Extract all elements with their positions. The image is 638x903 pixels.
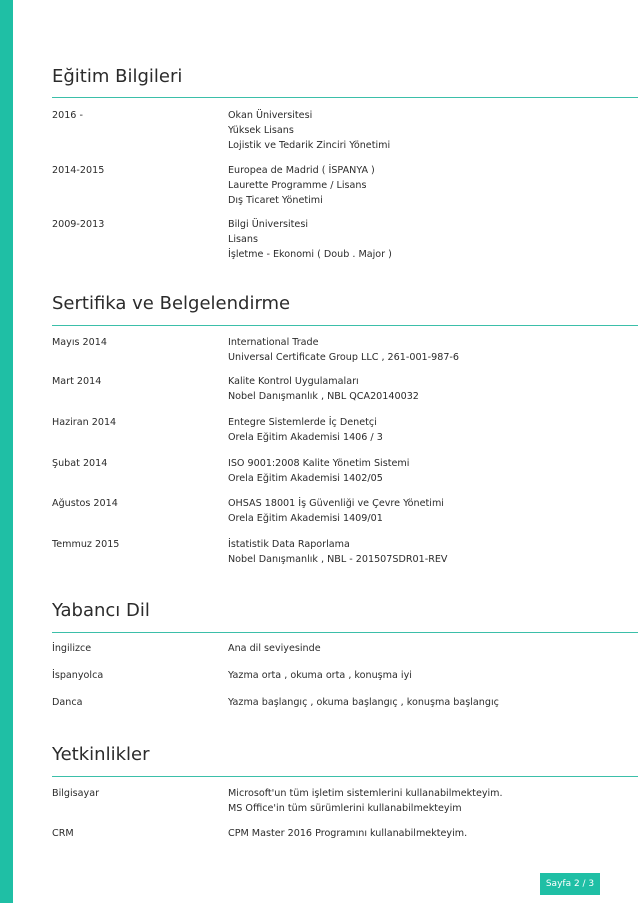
- certificates-title: Sertifika ve Belgelendirme: [52, 293, 291, 314]
- certificate-date: Temmuz 2015: [52, 539, 120, 550]
- detail-line: Bilgi Üniversitesi: [228, 219, 309, 230]
- education-date: 2009-2013: [52, 219, 105, 230]
- certificates-divider: [52, 325, 638, 326]
- certificate-detail: [228, 415, 608, 445]
- skills-title: Yetkinlikler: [52, 744, 150, 765]
- certificate-date: Ağustos 2014: [52, 498, 118, 509]
- detail-line: Nobel Danışmanlık , NBL QCA20140032: [228, 391, 419, 402]
- certificate-detail: [228, 496, 608, 526]
- education-divider: [52, 97, 638, 98]
- detail-line: Ana dil seviyesinde: [228, 643, 321, 654]
- detail-line: Laurette Programme / Lisans: [228, 180, 367, 191]
- page-number-badge: Sayfa 2 / 3: [540, 873, 600, 895]
- detail-line: Orela Eğitim Akademisi 1402/05: [228, 473, 383, 484]
- detail-line: Entegre Sistemlerde İç Denetçi: [228, 417, 377, 428]
- detail-line: International Trade: [228, 337, 319, 348]
- detail-line: İşletme - Ekonomi ( Doub . Major ): [228, 249, 392, 260]
- language-level: [228, 641, 608, 656]
- skill-detail: [228, 826, 608, 841]
- detail-line: Orela Eğitim Akademisi 1409/01: [228, 513, 383, 524]
- certificate-detail: [228, 335, 608, 365]
- detail-line: Yüksek Lisans: [228, 125, 294, 136]
- education-date: 2016 -: [52, 110, 83, 121]
- languages-section: [52, 597, 618, 708]
- education-detail: [228, 217, 608, 262]
- certificates-section: [52, 290, 618, 565]
- education-title: Eğitim Bilgileri: [52, 66, 183, 87]
- certificate-detail: [228, 374, 608, 404]
- detail-line: Universal Certificate Group LLC , 261-001-987-6: [228, 352, 459, 363]
- detail-line: Dış Ticaret Yönetimi: [228, 195, 323, 206]
- skills-divider: [52, 776, 638, 777]
- education-date: 2014-2015: [52, 165, 105, 176]
- certificate-detail: [228, 537, 608, 567]
- detail-line: Yazma başlangıç , okuma başlangıç , konuşma başlangıç: [228, 697, 499, 708]
- languages-title: Yabancı Dil: [52, 600, 150, 621]
- detail-line: CPM Master 2016 Programını kullanabilmekteyim.: [228, 828, 468, 839]
- language-name: Danca: [52, 697, 83, 708]
- skill-name: Bilgisayar: [52, 788, 100, 799]
- detail-line: Yazma orta , okuma orta , konuşma iyi: [228, 670, 412, 681]
- detail-line: Lisans: [228, 234, 258, 245]
- languages-divider: [52, 632, 638, 633]
- education-detail: [228, 108, 608, 153]
- detail-line: MS Office'in tüm sürümlerini kullanabilmekteyim: [228, 803, 462, 814]
- language-level: [228, 695, 608, 710]
- accent-side-bar: [0, 0, 13, 903]
- detail-line: Orela Eğitim Akademisi 1406 / 3: [228, 432, 383, 443]
- detail-line: Nobel Danışmanlık , NBL - 201507SDR01-REV: [228, 554, 448, 565]
- certificate-date: Mayıs 2014: [52, 337, 107, 348]
- skills-section: [52, 741, 618, 839]
- detail-line: Okan Üniversitesi: [228, 110, 313, 121]
- certificate-detail: [228, 456, 608, 486]
- detail-line: OHSAS 18001 İş Güvenliği ve Çevre Yönetimi: [228, 498, 444, 509]
- certificate-date: Haziran 2014: [52, 417, 117, 428]
- language-name: İngilizce: [52, 643, 92, 654]
- detail-line: Lojistik ve Tedarik Zinciri Yönetimi: [228, 140, 391, 151]
- detail-line: Microsoft'un tüm işletim sistemlerini kullanabilmekteyim.: [228, 788, 503, 799]
- skill-detail: [228, 786, 608, 816]
- detail-line: Kalite Kontrol Uygulamaları: [228, 376, 359, 387]
- detail-line: İstatistik Data Raporlama: [228, 539, 350, 550]
- skill-name: CRM: [52, 828, 74, 839]
- education-detail: [228, 163, 608, 208]
- language-name: İspanyolca: [52, 670, 104, 681]
- certificate-date: Mart 2014: [52, 376, 102, 387]
- certificate-date: Şubat 2014: [52, 458, 108, 469]
- education-section: [52, 63, 618, 260]
- detail-line: ISO 9001:2008 Kalite Yönetim Sistemi: [228, 458, 410, 469]
- language-level: [228, 668, 608, 683]
- detail-line: Europea de Madrid ( İSPANYA ): [228, 165, 375, 176]
